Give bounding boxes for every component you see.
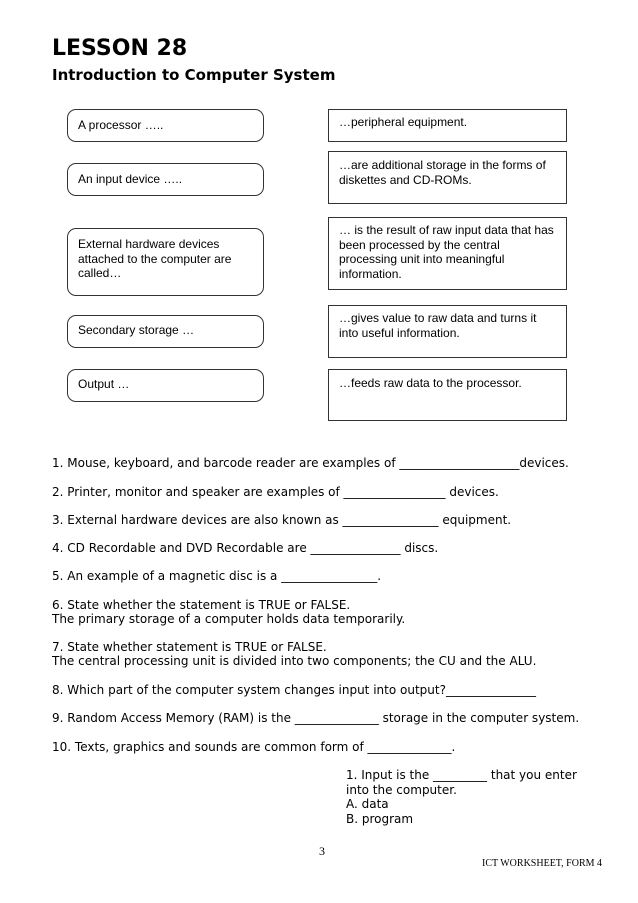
question-4: 4. CD Recordable and DVD Recordable are _______________ discs. <box>52 541 439 555</box>
left-box-input-device: An input device ….. <box>67 163 264 196</box>
question-3: 3. External hardware devices are also known as ________________ equipment. <box>52 513 512 527</box>
question-10: 10. Texts, graphics and sounds are common form of ______________. <box>52 740 456 754</box>
mc-option-b: B. program <box>346 811 414 826</box>
lesson-title: LESSON 28 <box>52 36 188 61</box>
multiple-choice-block <box>346 768 577 826</box>
right-box-peripheral: …peripheral equipment. <box>328 109 567 142</box>
question-6-statement: The primary storage of a computer holds data temporarily. <box>52 612 406 626</box>
right-box-gives-value: …gives value to raw data and turns it into useful information. <box>328 305 567 358</box>
question-2: 2. Printer, monitor and speaker are examples of _________________ devices. <box>52 485 499 499</box>
lesson-subtitle: Introduction to Computer System <box>52 66 336 84</box>
left-box-external-hardware: External hardware devices attached to the computer are called… <box>67 228 264 296</box>
right-box-result: … is the result of raw input data that has been processed by the central processing unit into meaningful information. <box>328 217 567 290</box>
right-box-additional-storage: …are additional storage in the forms of diskettes and CD-ROMs. <box>328 151 567 204</box>
left-box-output: Output … <box>67 369 264 402</box>
question-9: 9. Random Access Memory (RAM) is the ______________ storage in the computer system. <box>52 711 580 725</box>
question-5: 5. An example of a magnetic disc is a ________________. <box>52 569 382 583</box>
question-7: 7. State whether statement is TRUE or FALSE. <box>52 640 327 654</box>
question-7-statement: The central processing unit is divided into two components; the CU and the ALU. <box>52 654 537 668</box>
question-6: 6. State whether the statement is TRUE or FALSE. <box>52 598 351 612</box>
mc-question-line1: 1. Input is the _________ that you enter <box>346 768 577 782</box>
left-box-processor: A processor ….. <box>67 109 264 142</box>
mc-option-a: A. data <box>346 797 389 811</box>
footer-label: ICT WORKSHEET, FORM 4 <box>482 858 603 869</box>
right-box-feeds-raw-data: …feeds raw data to the processor. <box>328 369 567 421</box>
question-8: 8. Which part of the computer system changes input into output?_______________ <box>52 683 536 697</box>
question-1: 1. Mouse, keyboard, and barcode reader are examples of ____________________devices. <box>52 456 569 470</box>
mc-question-line2: into the computer. <box>346 782 457 797</box>
left-box-secondary-storage: Secondary storage … <box>67 315 264 348</box>
page-number: 3 <box>319 844 325 858</box>
